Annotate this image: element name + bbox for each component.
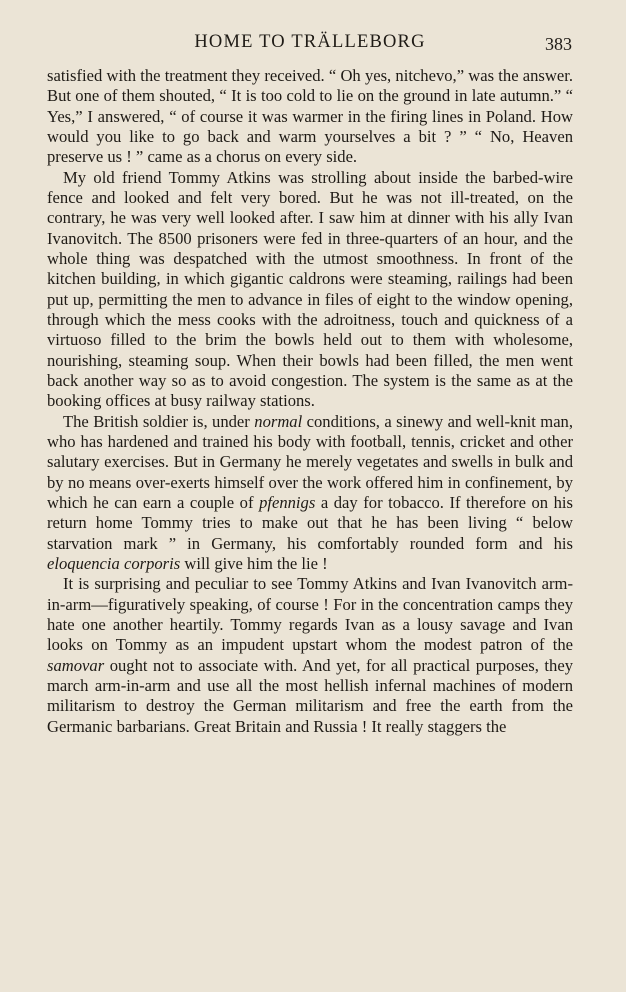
paragraph [47,66,573,168]
paragraph [47,412,573,575]
italic-term: pfennigs [259,492,316,512]
page-number: 383 [545,34,572,54]
text-run: The British soldier is, under [63,411,255,431]
text-run: a day for tobacco. If therefore on his return home Tommy tries to make out that he has been living “ below starvation mark ” in Germany, his comfortably rounded form and his [47,492,573,553]
text-run: My old friend Tommy Atkins was strolling about inside the barbed-wire fence and looked and felt very bored. But he was not ill-treated, on the contrary, he was very well looked after. I saw him at dinner with his ally Ivan Ivanovitch. The 8500 prisoners were fed in three-quarters of an hour, and the whole thing was despatched with the utmost smoothness. In front of the kitchen building, in which gigantic caldrons were steaming, railings had been put up, permitting the men to advance in files of eight to the window opening, through which the mess cooks with the adroitness, touch and quickness of a virtuoso filled to the brim the bowls held out to them with wholesome, nourishing, steaming soup. When their bowls had been filled, the men went back another way so as to avoid congestion. The system is the same as at the booking offices at busy railway stations. [47,167,573,411]
italic-term: normal [254,411,303,431]
text-run: will give him the lie ! [180,553,328,573]
text-run: ought not to associate with. And yet, for all practical purposes, they march arm-in-arm and use all the most hellish infernal machines of modern militarism to destroy the German militarism and free the earth from the Germanic barbarians. Great Britain and Russia ! It really staggers the [47,655,573,736]
text-run: satisfied with the treatment they received. “ Oh yes, nitchevo,” was the answer. But one of them shouted, “ It is too cold to lie on the ground in late autumn.” “ Yes,” I answered, “ of course it was warmer in the firing lines in Poland. How would you like to go back and warm yourselves a bit ? ” “ No, Heaven preserve us ! ” came as a chorus on every side. [47,66,573,167]
running-head [48,32,572,58]
chapter-title: HOME TO TRÄLLEBORG [194,32,426,52]
body-text [47,66,573,737]
text-run: conditions, a sinewy and well-knit man, who has hardened and trained his body with football, tennis, cricket and other salutary exercises. But in Germany he merely vegetates and swells in bulk and by no means over-exerts himself over the work offered him in confinement, by which he can earn a couple of [47,411,574,512]
text-run: It is surprising and peculiar to see Tommy Atkins and Ivan Ivanovitch arm-in-arm—figuratively speaking, of course ! For in the concentration camps they hate one another heartily. Tommy regards Ivan as a lousy savage and Ivan looks on Tommy as an impudent upstart whom the modest patron of the [47,574,573,655]
paragraph [47,574,573,737]
paragraph [47,168,573,412]
italic-term: samovar [47,655,105,675]
italic-term: eloquencia corporis [47,553,181,573]
